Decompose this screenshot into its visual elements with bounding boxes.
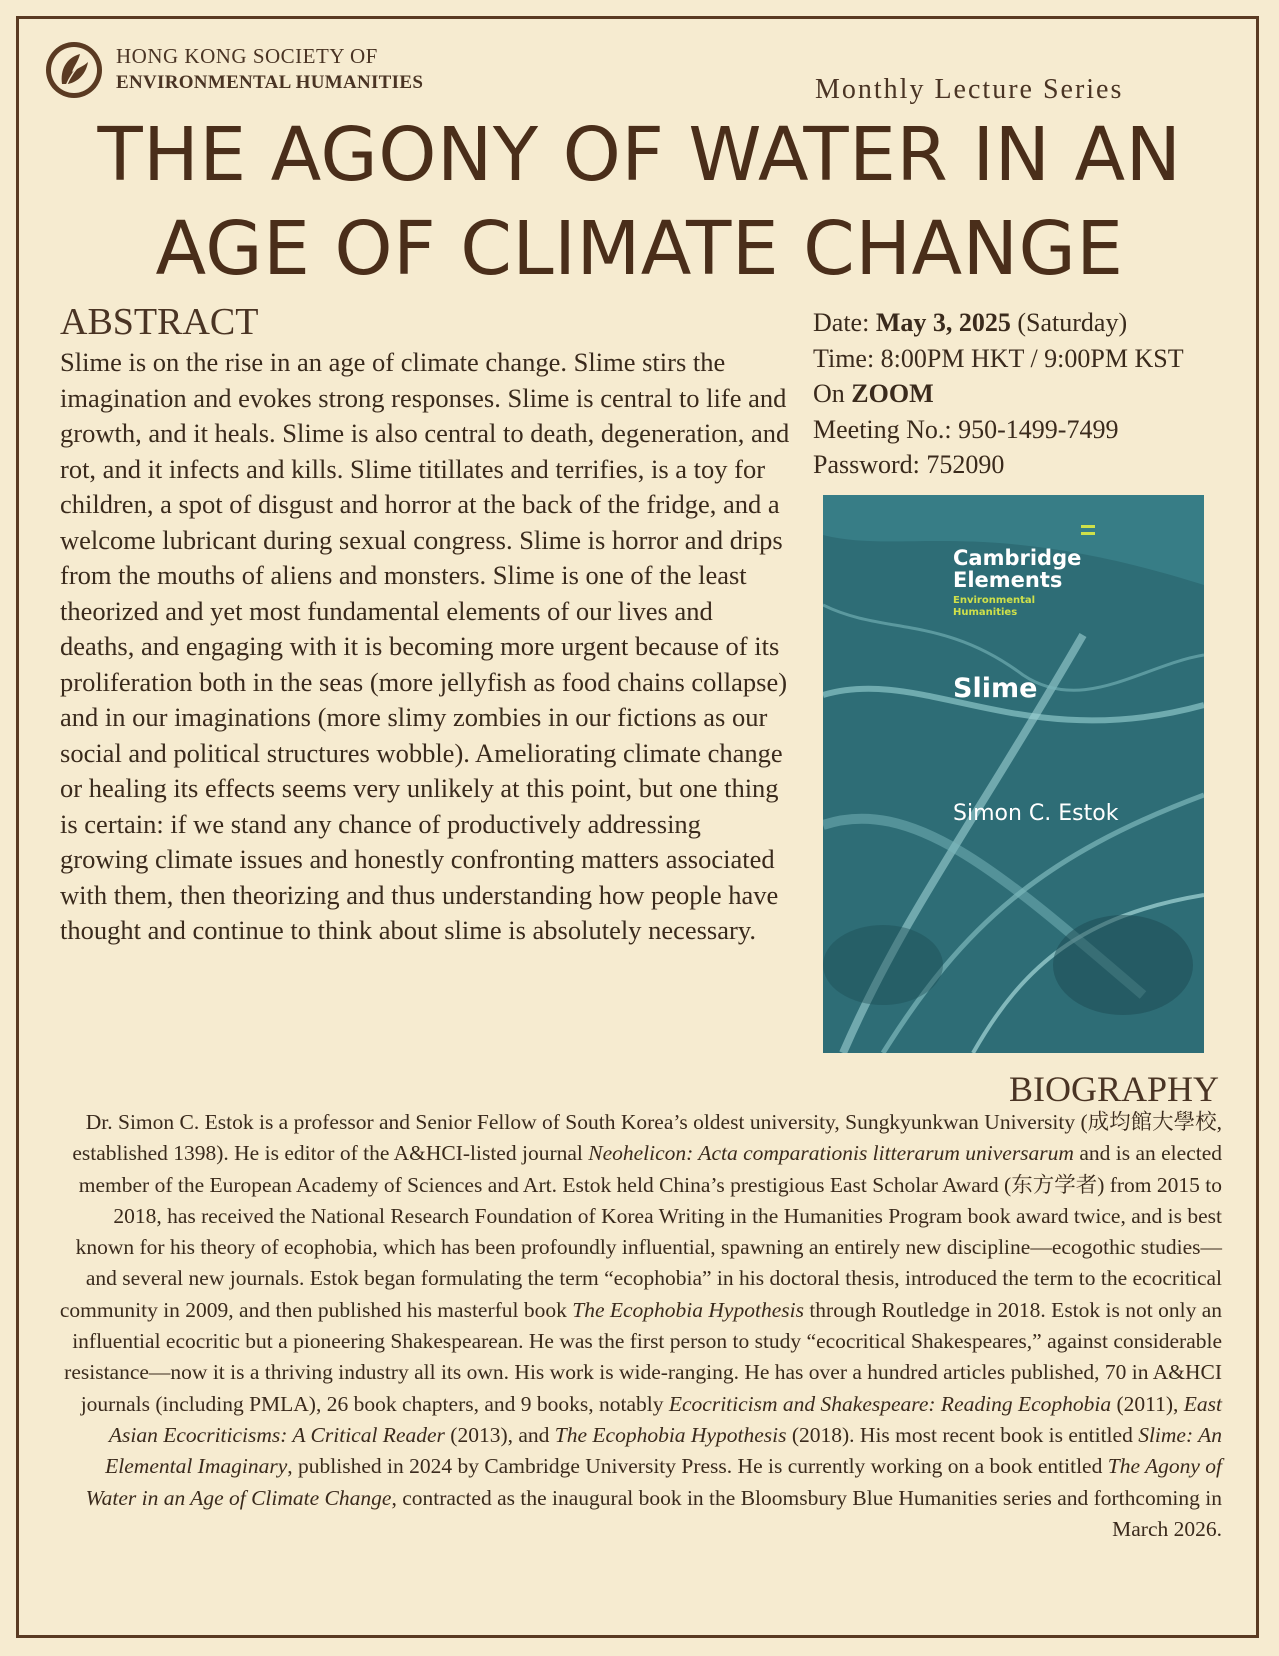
event-info — [813, 305, 1184, 483]
bio-text-7: , published in 2024 by Cambridge University Press. He is currently working on a book entitled — [287, 1454, 1108, 1479]
bio-journal-title: Neohelicon: Acta comparationis litterarum universarum — [588, 1141, 1074, 1166]
bio-book-title-3: East Asian Ecocriticisms: A Critical Reader — [108, 1391, 1222, 1447]
event-platform — [813, 376, 1184, 412]
bio-text-3: through Routledge in 2018. Estok is not only an influential ecocritic but a pioneering Shakespearean. He was the first person to study “ecocritical Shakespeares,” against considerable resistance—now it is a thriving industry all its own. His work is wide-ranging. He has over a hundred articles published, 70 in A&HCI journals (including PMLA), 26 book chapters, and 9 books, notably — [64, 1297, 1222, 1416]
date-label: Date: — [813, 308, 870, 337]
cover-series — [953, 595, 1035, 619]
bio-text-5: (2013), and — [444, 1422, 555, 1447]
cover-author: Simon C. Estok — [953, 801, 1119, 826]
cover-publisher — [953, 547, 1081, 591]
cover-series-line1: Environmental — [953, 595, 1036, 606]
bio-book-title-2: Ecocriticism and Shakespeare: Reading Ecophobia — [668, 1391, 1112, 1416]
date-day: (Saturday) — [1017, 308, 1128, 337]
abstract-heading: ABSTRACT — [60, 301, 259, 343]
cover-title: Slime — [953, 673, 1038, 704]
platform-name: ZOOM — [851, 379, 934, 408]
bio-text-4: (2011), — [1111, 1391, 1184, 1416]
series-label: Monthly Lecture Series — [815, 74, 1124, 105]
bio-book-title-5: Slime: An Elemental Imaginary — [105, 1422, 1222, 1479]
meeting-password[interactable]: Password: 752090 — [813, 450, 1005, 479]
book-cover — [823, 495, 1204, 1053]
abstract-body: Slime is on the rise in an age of climate change. Slime stirs the imagination and evokes strong responses. Slime is central to life and growth, and it heals. Slime is also central to death, degeneration, and rot, and it infects and kills. Slime titillates and terrifies, is a toy for children, a spot of disgust and horror at the back of the fridge, and a welcome lubricant during sexual congress. Slime is horror and drips from the mouths of aliens and monsters. Slime is one of the least theorized and yet most fundamental elements of our lives and deaths, and engaging with it is becoming more urgent because of its proliferation both in the seas (more jellyfish as food chains collapse) and in our imaginations (more slimy zombies in our fictions as our social and political structures wobble). Ameliorating climate change or healing its effects seems very unlikely at this point, but one thing is certain: if we stand any chance of productively addressing growing climate issues and honestly confronting matters associated with them, then theorizing and thus understanding how people have thought and continue to think about slime is absolutely necessary. — [60, 347, 790, 945]
bio-book-title-1: The Ecophobia Hypothesis — [572, 1297, 804, 1322]
bio-book-title-4: The Ecophobia Hypothesis — [554, 1422, 787, 1447]
date-value: May 3, 2025 — [875, 308, 1011, 337]
lecture-title: THE AGONY OF WATER IN AN AGE OF CLIMATE CHANGE — [97, 112, 1182, 292]
cover-series-line2: Humanities — [953, 607, 1018, 618]
event-date — [813, 305, 1184, 341]
on-label: On — [813, 379, 845, 408]
biography-heading: BIOGRAPHY — [1008, 1069, 1219, 1109]
bio-text-1: Dr. Simon C. Estok is a professor and Senior Fellow of South Korea’s oldest university, Sungkyunkwan University (成均館大學校, established 1398). He is editor of the A&HCI-listed journal — [72, 1110, 1222, 1166]
bio-book-title-6: The Agony of Water in an Age of Climate Change — [85, 1454, 1222, 1510]
meeting-number[interactable]: Meeting No.: 950-1499-7499 — [813, 414, 1119, 444]
cover-publisher-line1: Cambridge — [953, 546, 1082, 570]
event-time: Time: 8:00PM HKT / 9:00PM KST — [813, 343, 1184, 373]
org-name-line2: ENVIRONMENTAL HUMANITIES — [116, 72, 424, 93]
bio-text-8: , contracted as the inaugural book in the Bloomsbury Blue Humanities series and forthcoming in March 2026. — [391, 1485, 1222, 1541]
cover-publisher-line2: Elements — [953, 568, 1063, 592]
bio-text-2: and is an elected member of the European Academy of Sciences and Art. Estok held China’s prestigious East Scholar Award (东方学者) from 2015 to 2018, has received the National Research Foundation of Korea Writing in the Humanities Program book award twice, and is best known for his theory of ecophobia, which has been profoundly influential, spawning an entirely new discipline—ecogothic studies—and several new journals. Estok began formulating the term “ecophobia” in his doctoral thesis, introduced the term to the ecocritical community in 2009, and then published his masterful book — [59, 1141, 1222, 1322]
bio-text-6: (2018). His most recent book is entitled — [786, 1422, 1139, 1447]
biography-body — [50, 1107, 1222, 1545]
leaf-figure-icon — [44, 40, 104, 100]
org-name-line1: HONG KONG SOCIETY OF — [116, 44, 378, 68]
